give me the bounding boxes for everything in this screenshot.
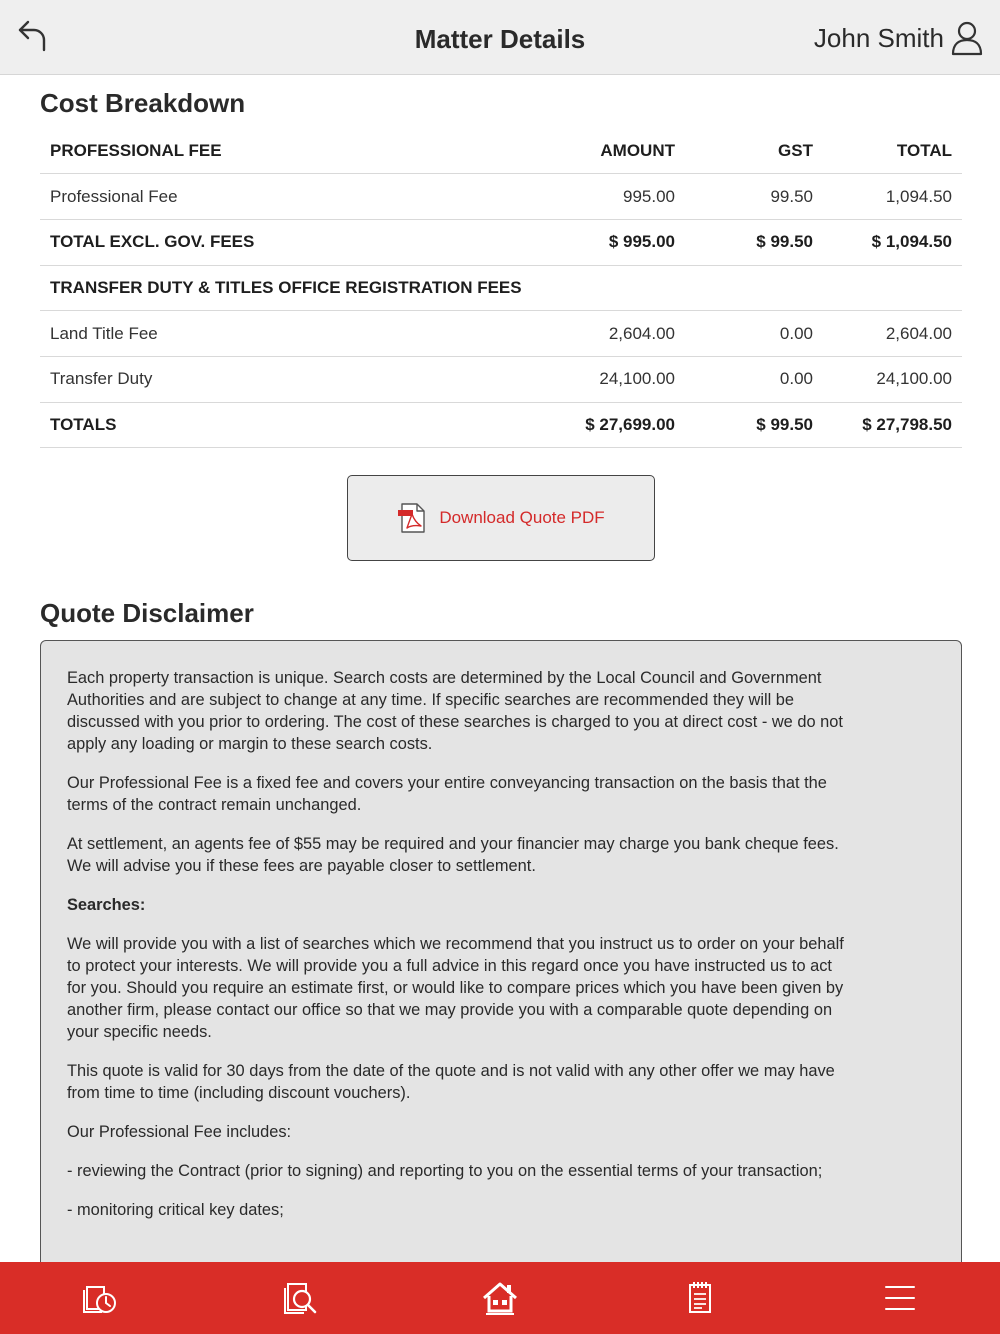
home-icon bbox=[480, 1278, 520, 1318]
menu-icon bbox=[880, 1278, 920, 1318]
page-title: Matter Details bbox=[414, 24, 586, 54]
row-total: $ 1,094.50 bbox=[823, 219, 962, 265]
row-label: TOTALS bbox=[40, 402, 440, 448]
cost-breakdown-title: Cost Breakdown bbox=[40, 88, 246, 118]
row-label: Transfer Duty bbox=[40, 356, 440, 402]
disclaimer-heading: Searches: bbox=[67, 896, 146, 914]
disclaimer-paragraph: Our Professional Fee includes: bbox=[67, 1123, 292, 1141]
disclaimer-paragraph: - monitoring critical key dates; bbox=[67, 1201, 284, 1219]
row-amount: 2,604.00 bbox=[440, 311, 685, 357]
nav-history-button[interactable] bbox=[0, 1262, 200, 1334]
row-gst: 0.00 bbox=[685, 311, 823, 357]
column-header-gst: GST bbox=[685, 128, 823, 174]
pdf-file-icon bbox=[397, 502, 427, 534]
nav-tasks-button[interactable] bbox=[600, 1262, 800, 1334]
table-row bbox=[40, 402, 962, 448]
row-gst: $ 99.50 bbox=[685, 219, 823, 265]
clipboard-icon bbox=[680, 1278, 720, 1318]
disclaimer-paragraph: This quote is valid for 30 days from the date of the quote and is not valid with any other offer we may have from time to time (including discount vouchers). bbox=[67, 1062, 835, 1102]
table-row bbox=[40, 311, 962, 357]
row-label: Professional Fee bbox=[40, 174, 440, 220]
disclaimer-panel[interactable] bbox=[40, 640, 962, 1280]
row-amount: 995.00 bbox=[440, 174, 685, 220]
disclaimer-paragraph: Our Professional Fee is a fixed fee and covers your entire conveyancing transaction on the basis that the terms of the contract remain unchanged. bbox=[67, 774, 827, 814]
row-total: 24,100.00 bbox=[823, 356, 962, 402]
row-total: $ 27,798.50 bbox=[823, 402, 962, 448]
row-gst: 0.00 bbox=[685, 356, 823, 402]
table-row bbox=[40, 219, 962, 265]
table-section-header bbox=[40, 265, 962, 311]
column-header-professional-fee: PROFESSIONAL FEE bbox=[40, 128, 440, 174]
column-header-amount: AMOUNT bbox=[440, 128, 685, 174]
table-row bbox=[40, 174, 962, 220]
user-name: John Smith bbox=[813, 22, 944, 53]
nav-menu-button[interactable] bbox=[800, 1262, 1000, 1334]
download-quote-pdf-button[interactable] bbox=[347, 475, 655, 561]
search-document-icon bbox=[280, 1278, 320, 1318]
user-account-button[interactable] bbox=[814, 18, 984, 58]
row-total: 1,094.50 bbox=[823, 174, 962, 220]
nav-search-documents-button[interactable] bbox=[200, 1262, 400, 1334]
row-label: Land Title Fee bbox=[40, 311, 440, 357]
download-button-label: Download Quote PDF bbox=[439, 508, 605, 527]
history-icon bbox=[80, 1278, 120, 1318]
top-app-bar bbox=[0, 0, 1000, 75]
cost-breakdown-table bbox=[40, 128, 962, 448]
disclaimer-paragraph: Each property transaction is unique. Search costs are determined by the Local Council and Government Authorities and are subject to change at any time. If specific searches are recommended they will be discussed with you prior to ordering. The cost of these searches is charged to you at direct cost - we do not apply any loading or margin to these search costs. bbox=[67, 669, 843, 753]
disclaimer-paragraph: We will provide you with a list of searches which we recommend that you instruct us to order on your behalf to protect your interests. We will provide you a full advice in this regard once you have instructed us to act for you. Should you require an estimate first, or would like to compare prices which you have been given by another firm, please contact our office so that we may provide you with a comparable quote depending on your specific needs. bbox=[67, 935, 844, 1041]
row-amount: 24,100.00 bbox=[440, 356, 685, 402]
quote-disclaimer-title: Quote Disclaimer bbox=[40, 598, 254, 628]
row-total: 2,604.00 bbox=[823, 311, 962, 357]
row-amount: $ 995.00 bbox=[440, 219, 685, 265]
table-row bbox=[40, 356, 962, 402]
user-icon bbox=[950, 20, 984, 56]
nav-home-button[interactable] bbox=[400, 1262, 600, 1334]
row-gst: $ 99.50 bbox=[685, 402, 823, 448]
column-header-total: TOTAL bbox=[823, 128, 962, 174]
table-header-row bbox=[40, 128, 962, 174]
row-amount: $ 27,699.00 bbox=[440, 402, 685, 448]
bottom-navigation-bar bbox=[0, 1262, 1000, 1334]
row-label: TRANSFER DUTY & TITLES OFFICE REGISTRATION FEES bbox=[40, 265, 962, 311]
disclaimer-paragraph: - reviewing the Contract (prior to signing) and reporting to you on the essential terms of your transaction; bbox=[67, 1162, 823, 1180]
disclaimer-paragraph: At settlement, an agents fee of $55 may be required and your financier may charge you bank cheque fees. We will advise you if these fees are payable closer to settlement. bbox=[67, 835, 839, 875]
row-label: TOTAL EXCL. GOV. FEES bbox=[40, 219, 440, 265]
row-gst: 99.50 bbox=[685, 174, 823, 220]
